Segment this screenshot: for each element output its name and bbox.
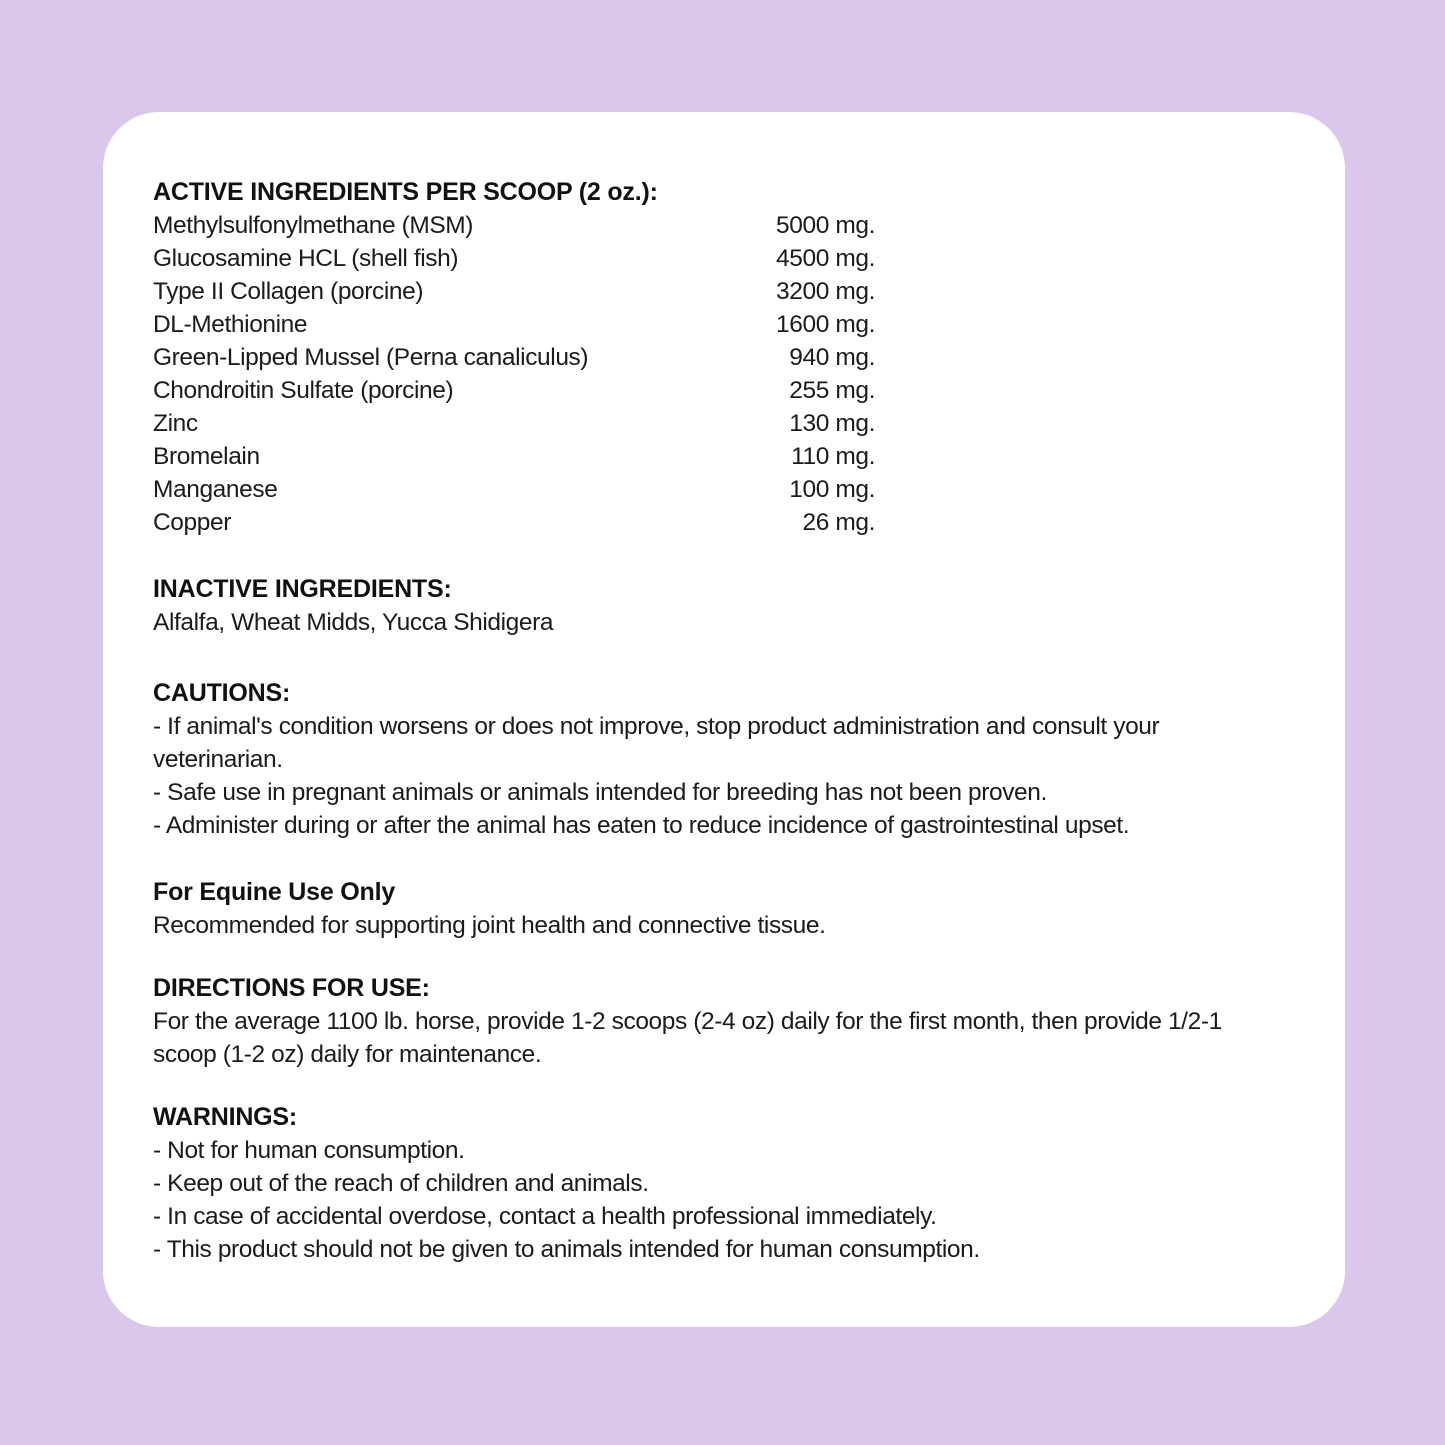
ingredient-name: Glucosamine HCL (shell fish): [153, 245, 459, 272]
directions-heading: DIRECTIONS FOR USE:: [153, 974, 430, 1002]
ingredient-name: Copper: [153, 509, 231, 536]
ingredient-amount: 5000 mg.: [776, 212, 875, 239]
inactive-ingredients-heading: INACTIVE INGREDIENTS:: [153, 575, 452, 603]
ingredient-amount: 1600 mg.: [776, 311, 875, 338]
ingredient-row: [153, 506, 875, 539]
ingredient-amount: 3200 mg.: [776, 278, 875, 305]
supplement-label-card: [103, 112, 1345, 1327]
ingredient-name: Zinc: [153, 410, 198, 437]
warning-line: - Keep out of the reach of children and animals.: [153, 1170, 649, 1197]
warning-line: - This product should not be given to animals intended for human consumption.: [153, 1236, 980, 1263]
ingredient-name: Bromelain: [153, 443, 260, 470]
warnings-heading: WARNINGS:: [153, 1103, 298, 1131]
ingredient-row: [153, 242, 875, 275]
directions-text: For the average 1100 lb. horse, provide 1-2 scoops (2-4 oz) daily for the first month, then provide 1/2-1 scoop (1-2 oz) daily for maintenance.: [153, 1008, 1222, 1068]
caution-line: - Administer during or after the animal has eaten to reduce incidence of gastrointestinal upset.: [153, 812, 1130, 839]
ingredient-row: [153, 473, 875, 506]
warning-line: - Not for human consumption.: [153, 1137, 465, 1164]
ingredient-row: [153, 374, 875, 407]
ingredient-row: [153, 308, 875, 341]
ingredient-amount: 940 mg.: [789, 344, 875, 371]
ingredient-name: Green-Lipped Mussel (Perna canaliculus): [153, 344, 589, 371]
ingredient-name: Manganese: [153, 476, 278, 503]
section-warnings: [153, 1101, 1295, 1266]
ingredient-name: Type II Collagen (porcine): [153, 278, 424, 305]
active-ingredients-table: [153, 209, 875, 539]
equine-use-text: Recommended for supporting joint health and connective tissue.: [153, 912, 826, 939]
ingredient-amount: 255 mg.: [789, 377, 875, 404]
cautions-heading: CAUTIONS:: [153, 679, 291, 707]
caution-line: - Safe use in pregnant animals or animals intended for breeding has not been proven.: [153, 779, 1047, 806]
caution-line: - If animal's condition worsens or does not improve, stop product administration and consult your veterinarian.: [153, 713, 1160, 773]
inactive-ingredients-text: Alfalfa, Wheat Midds, Yucca Shidigera: [153, 609, 554, 636]
ingredient-row: [153, 440, 875, 473]
active-ingredients-heading: ACTIVE INGREDIENTS PER SCOOP (2 oz.):: [153, 178, 658, 206]
ingredient-name: DL-Methionine: [153, 311, 308, 338]
section-cautions: [153, 677, 1295, 842]
section-directions: [153, 972, 1295, 1071]
warning-line: - In case of accidental overdose, contact a health professional immediately.: [153, 1203, 937, 1230]
ingredient-name: Methylsulfonylmethane (MSM): [153, 212, 474, 239]
equine-use-heading: For Equine Use Only: [153, 878, 396, 906]
ingredient-amount: 110 mg.: [791, 443, 875, 470]
ingredient-row: [153, 407, 875, 440]
section-active-ingredients: [153, 176, 1295, 539]
ingredient-amount: 100 mg.: [789, 476, 875, 503]
ingredient-row: [153, 275, 875, 308]
ingredient-name: Chondroitin Sulfate (porcine): [153, 377, 454, 404]
section-equine-use: [153, 876, 1295, 942]
ingredient-amount: 26 mg.: [802, 509, 875, 536]
ingredient-amount: 130 mg.: [789, 410, 875, 437]
label-content: [153, 176, 1295, 1266]
ingredient-row: [153, 209, 875, 242]
ingredient-amount: 4500 mg.: [776, 245, 875, 272]
ingredient-row: [153, 341, 875, 374]
section-inactive-ingredients: [153, 573, 1295, 639]
